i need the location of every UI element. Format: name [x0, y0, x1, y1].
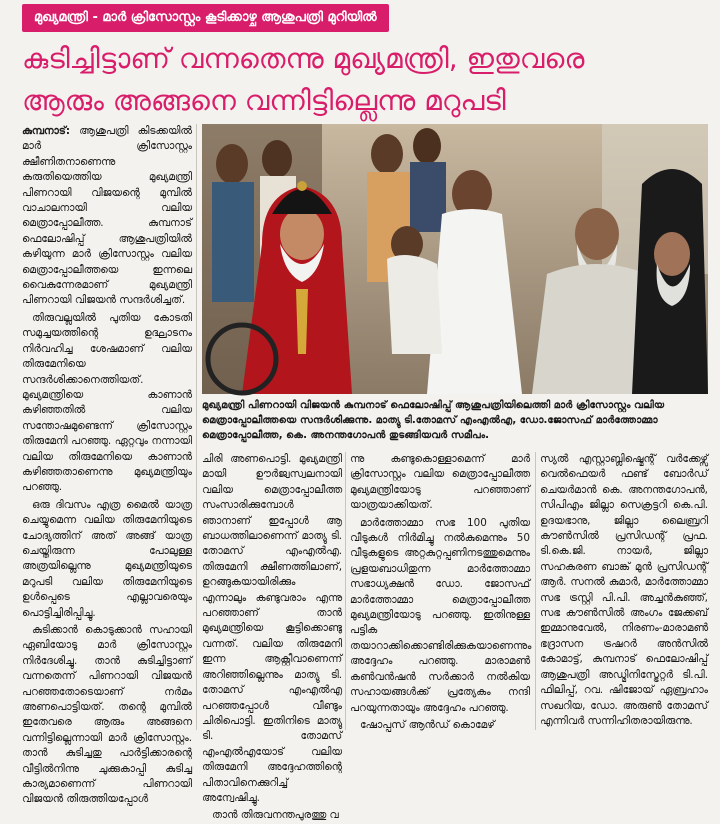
column-divider [535, 452, 536, 730]
paragraph: ഷോപ്പസ് ആൻഡ് കൊമേഴ് [360, 718, 495, 731]
article-column-2 [202, 452, 342, 822]
paragraph: കുടിക്കാൻ കൊടുക്കാൻ സഹായി ഏബിയോടു മാർ ക്രിസോസ്റ്റം നിർദേശിച്ചു. താൻ കുടിച്ചിട്ടാണ് വന്നതെന്ന് പിണറായി വിജയൻ പറഞ്ഞതോടെയാണ് നർമം അണപൊട്ടിയത്. തന്റെ മുമ്പിൽ ഇതേവരെ ആരും അങ്ങനെ വന്നിട്ടില്ലെന്നായി മാർ ക്രിസോസ്റ്റം. താൻ കുടിച്ചതു പാർട്ടിക്കാരന്റെ വീട്ടിൽനിന്നു ചുക്കുകാപ്പി കുടിച്ച കാര്യമാണെന്ന് പിണറായി വിജയൻ തിരുത്തിയപ്പോൾ [22, 624, 192, 806]
column-divider [345, 452, 346, 730]
headline-line-2: ആരും അങ്ങനെ വന്നിട്ടില്ലെന്നു മറുപടി [22, 84, 506, 117]
paragraph: ഒരു ദിവസം എത്ര മൈൽ യാത്ര ചെയ്യുമെന്ന വലിയ തിരുമേനിയുടെ ചോദ്യത്തിന് അത് അങ്ങ് യാത്ര ചെയ്തിരുന്ന പോലുള്ള അത്രയില്ലെന്നു മുഖ്യമന്ത്രിയുടെ മറുപടി വലിയ തിരുമേനിയുടെ ഉൾപ്പെടെ എല്ലാവരെയും പൊട്ടിച്ചിരിപ്പിച്ചു. [22, 498, 192, 619]
section-kicker: മുഖ്യമന്ത്രി - മാർ ക്രിസോസ്റ്റം കൂടിക്കാഴ്ച ആശുപത്രി മുറിയിൽ [22, 4, 389, 32]
paragraph: ന്നു കണ്ടുകൊള്ളാമെന്ന് മാർ ക്രിസോസ്റ്റം വലിയ മെത്രാപ്പോലീത്ത മുഖ്യമന്ത്രിയോടു പറഞ്ഞാണ് യാത്രയാക്കിയത്. [350, 453, 530, 512]
paragraph: താൻ തിരുവനന്തപുരത്തു വ [212, 809, 339, 822]
paragraph: തിരുവല്ലയിൽ പുതിയ കോടതി സമുച്ചയത്തിന്റെ ഉദ്ഘാടനം നിർവഹിച്ച ശേഷമാണ് വലിയ തിരുമേനിയെ സന്ദർശിക്കാനെത്തിയത്. മുഖ്യമന്ത്രിയെ കാണാൻ കഴിഞ്ഞതിൽ വലിയ സന്തോഷമുണ്ടെന്ന് ക്രിസോസ്റ്റം തിരുമേനി പറഞ്ഞു. ഏറ്റവും നന്നായി വലിയ തിരുമേനിയെ കാണാൻ കഴിഞ്ഞതാണെന്നു മുഖ്യമന്ത്രിയും പറഞ്ഞു. [22, 311, 192, 494]
paragraph: ചിരി അണപൊട്ടി. മുഖ്യമന്ത്രി മായി ഊർജ്വസ്വലനായി വലിയ മെത്രാപ്പോലീത്ത സംസാരിക്കുമ്പോൾ ഞാനാണ് ഇപ്പോൾ ആ ബാധത്തിലാണെന്ന് മാത്യു ടി. തോമസ് എംഎൽഎ. തിരുമേനി ക്ഷീണത്തിലാണ്, ഉറങ്ങുകയായിരിക്കും എന്നാലും കണ്ടുവരാം എന്നു പറഞ്ഞാണ് താൻ മുഖ്യമന്ത്രിയെ കൂട്ടിക്കൊണ്ടു വന്നത്. വലിയ തിരുമേനി ഇന്ന ആക്റ്റീവാണെന്ന് അറിഞ്ഞില്ലെന്നും മാത്യു ടി. തോമസ് എംഎൽഎ പറഞ്ഞപ്പോൾ വീണ്ടും ചിരിപൊട്ടി. ഇതിനിടെ മാത്യു ടി. തോമസ് എംഎൽഎയോട് വലിയ തിരുമേനി അദ്ദേഹത്തിന്റെ പിതാവിനെക്കുറിച്ച് അന്വേഷിച്ചു. [202, 453, 342, 804]
article-column-3 [350, 452, 530, 730]
paragraph [22, 124, 192, 309]
dateline: കുമ്പനാട്: [22, 125, 70, 137]
news-photo [202, 124, 708, 394]
paragraph-text: ആശുപത്രി കിടക്കയിൽ മാർ ക്രിസോസ്റ്റം ക്ഷീണിതനാണെന്നു കരുതിയെത്തിയ മുഖ്യമന്ത്രി പിണറായി വിജയന്റെ മുമ്പിൽ വാചാലനായി വലിയ മെത്രാപ്പോലീത്ത. കുമ്പനാട് ഫെലോഷിപ്പ് ആശുപത്രിയിൽ കഴിയുന്ന മാർ ക്രിസോസ്റ്റം വലിയ മെത്രാപ്പോലീത്തയെ ഇന്നലെ വൈകുന്നേരമാണ് മുഖ്യമന്ത്രി പിണറായി വിജയൻ സന്ദർശിച്ചത്. [22, 125, 192, 307]
headline [22, 38, 706, 122]
paragraph: സ്യൽ എസ്റ്റാബ്ലിഷ്മെന്റ് വർക്കേഴ്സ് വെൽഫെയർ ഫണ്ട് ബോർഡ് ചെയർമാൻ കെ. അനന്തഗോപൻ, സിപിഎം ജില്ലാ സെക്രട്ടറി കെ.പി. ഉദയഭാനു, ജില്ലാ ലൈബ്രറി കൗൺസിൽ പ്രസിഡന്റ് പ്രഫ. ടി.കെ.ജി. നായർ, ജില്ലാ സഹകരണ ബാങ്ക് മുൻ പ്രസിഡന്റ് ആർ. സനൽ കുമാർ, മാർത്തോമ്മാ സഭ ട്രസ്റ്റി പി.പി. അച്ചൻകുഞ്ഞ്, സഭ കൗൺസിൽ അംഗം ജേക്കബ് ഇമ്മാനുവേൽ, നിരണം-മാരാമൺ ഭദ്രാസന ട്രഷറർ അൻസിൽ കോമാട്ട്, കുമ്പനാട് ഫെലോഷിപ്പ് ആശുപത്രി അഡ്മിനിസ്ട്രേറ്റർ ടി.പി. ഫിലിപ്പ്, റവ. ഷിജോയ് ഏബ്രഹാം സഖറിയ, ഡോ. അരുൺ തോമസ് എന്നിവർ സന്നിഹിതരായിരുന്നു. [540, 453, 708, 727]
article-column-4 [540, 452, 708, 730]
article-column-1 [22, 124, 192, 806]
paragraph: മാർത്തോമ്മാ സഭ 100 പുതിയ വീടുകൾ നിർമിച്ചു നൽകുമെന്നും 50 വീടുകളുടെ അറ്റകുറ്റപ്പണിനടത്തുമെന്നും പ്രളയബാധിതുന്ന മാർത്തോമ്മാ സഭാധ്യക്ഷൻ ഡോ. ജോസഫ് മാർത്തോമ്മാ മെത്രാപ്പോലീത്ത മുഖ്യമന്ത്രിയോടു പറഞ്ഞു. ഇതിനുള്ള പട്ടിക തയാറാക്കിക്കൊണ്ടിരിക്കുകയാണെന്നും അദ്ദേഹം പറഞ്ഞു. മാരാമൺ കൺവൻഷൻ സർക്കാർ നൽകിയ സഹായങ്ങൾക്ക് പ്രത്യേകം നന്ദി പറയുന്നതായും അദ്ദേഹം പറഞ്ഞു. [350, 516, 532, 714]
headline-line-1: കുടിച്ചിട്ടാണ് വന്നതെന്നു മുഖ്യമന്ത്രി, ഇതുവരെ [22, 42, 585, 75]
column-divider [196, 124, 197, 730]
photo-illustration [202, 124, 708, 394]
photo-caption: മുഖ്യമന്ത്രി പിണറായി വിജയൻ കുമ്പനാട് ഫെലോഷിപ്പ് ആശുപത്രിയിലെത്തി മാർ ക്രിസോസ്റ്റം വലിയ മെത്രാപ്പോലീത്തയെ സന്ദർശിക്കുന്നു. മാത്യു ടി.തോമസ് എംഎൽഎ, ഡോ.ജോസഫ് മാർത്തോമ്മാ മെത്രാപ്പോലീത്ത, കെ. അനന്തഗോപൻ തുടങ്ങിയവർ സമീപം. [202, 400, 665, 441]
